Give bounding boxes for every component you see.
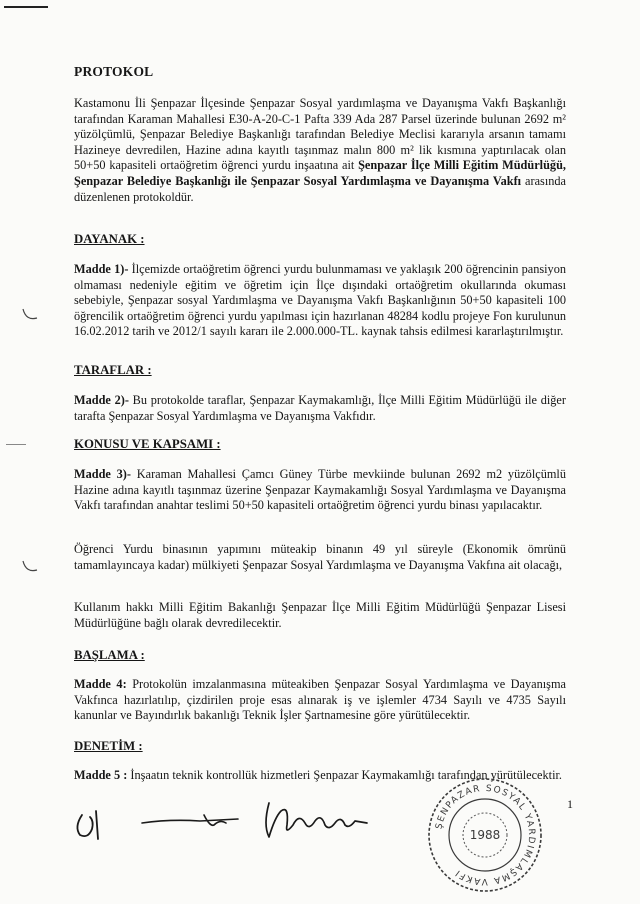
article-3: [74, 467, 566, 514]
article-5-label: Madde 5 :: [74, 768, 128, 782]
intro-text-2: arasında düzenlenen protokoldür.: [74, 173, 567, 204]
intro-text-1: Kastamonu İli Şenpazar İlçesinde Şenpazar Sosyal yardımlaşma ve Dayanışma Vakfı Başkanlığı tarafından Karaman Mahallesi E30-A-20-C-1 Pafta 339 Ada 287 Parsel üzerinde bulunan 2692 m² yüzölçümlü, Şenpazar Belediye Başkanlığı tarafından Belediye Meclisi kararıyla arsanın tamamı Hazineye devredilen, Hazine adına kayıtlı taşınmaz malın 800 m² lik kısmına yaptırılacak olan 50+50 kapasiteli ortaöğretim öğrenci yurdu inşaatına ait: [74, 96, 566, 173]
section-heading-taraflar: TARAFLAR :: [74, 363, 152, 377]
article-2-label: Madde 2)-: [74, 393, 129, 407]
margin-tick: [6, 444, 26, 445]
punch-hole-mark: [20, 305, 40, 325]
article-4: [74, 677, 566, 724]
page-number: 1: [567, 797, 573, 811]
article-3-paragraph-2-text: Öğrenci Yurdu binasının yapımını müteakip binanın 49 yıl süreyle (Ekonomik ömrünü tamamlayıncaya kadar) mülkiyeti Şenpazar Sosyal Yardımlaşma ve Dayanışma Vakfına ait olacağı,: [74, 542, 566, 572]
official-stamp: [425, 775, 545, 895]
article-1-label: Madde 1)-: [74, 262, 129, 276]
article-4-label: Madde 4:: [74, 677, 127, 691]
signature: [255, 795, 375, 845]
top-rule: [4, 6, 48, 8]
punch-hole-mark: [20, 557, 40, 577]
article-3-paragraph-3: [74, 600, 566, 631]
initial-signature-1: [70, 805, 114, 845]
initial-signature-2: [140, 805, 260, 835]
article-1: [74, 262, 566, 340]
section-heading-baslama: BAŞLAMA :: [74, 648, 145, 662]
article-5-text: İnşaatın teknik kontrollük hizmetleri Şenpazar Kaymakamlığı tarafından yürütülecektir.: [127, 768, 562, 782]
article-2: [74, 393, 566, 424]
document-title: PROTOKOL: [74, 64, 154, 79]
article-1-text: İlçemizde ortaöğretim öğrenci yurdu bulunmaması ve yaklaşık 200 öğrencinin pansiyon olmaması nedeniyle eğitim ve öğretim için İlçe dışındaki ortaöğretim okullarında okuması sebebiyle, Şenpazar sosyal Yardımlaşma ve Dayanışma Vakfı Başkanlığının 50+50 kapasiteli 100 öğrencilik ortaöğretim öğrenci yurdu yapılması için hazırlanan 48284 kodlu projeye Fon kurulunun 16.02.2012 tarih ve 2012/1 sayılı kararı ile 2.000.000-TL. kaynak tahsis edilmesi kararlaştırılmıştır.: [74, 262, 566, 339]
intro-paragraph: [74, 96, 566, 205]
article-3-label: Madde 3)-: [74, 467, 131, 481]
stamp-ring-text: ŞENPAZAR SOSYAL YARDIMLAŞMA VAKFI: [434, 783, 537, 887]
article-3-text: Karaman Mahallesi Çamcı Güney Türbe mevkiinde bulunan 2692 m2 yüzölçümlü Hazine adına kayıtlı taşınmaz üzerine Şenpazar Kaymakamlığı Sosyal Yardımlaşma ve Dayanışma Vakfı tarafından anahtar teslimi 50+50 kapasiteli ortaöğretim öğrenci yurdu binası yapılacaktır.: [74, 467, 566, 513]
intro-parties: Şenpazar İlçe Milli Eğitim Müdürlüğü, Şenpazar Belediye Başkanlığı ile Şenpazar Sosyal Yardımlaşma ve Dayanışma Vakfı: [74, 158, 566, 188]
stamp-year: 1988: [469, 828, 501, 842]
section-heading-konusu: KONUSU VE KAPSAMI :: [74, 437, 221, 451]
section-heading-dayanak: DAYANAK :: [74, 232, 145, 246]
article-4-text: Protokolün imzalanmasına müteakiben Şenpazar Sosyal Yardımlaşma ve Dayanışma Vakfınca hazırlatılıp, çizdirilen proje esas alınarak iş ve işlemler 4734 Sayılı ve 4735 Sayılı kanunlar ve Bayındırlık bakanlığı Teknik İşler Şartnamesine göre yürütülecektir.: [74, 677, 566, 723]
article-3-paragraph-3-text: Kullanım hakkı Milli Eğitim Bakanlığı Şenpazar İlçe Milli Eğitim Müdürlüğü Şenpazar Lisesi Müdürlüğüne bağlı olarak devredilecektir.: [74, 600, 566, 630]
section-heading-denetim: DENETİM :: [74, 739, 143, 753]
article-2-text: Bu protokolde taraflar, Şenpazar Kaymakamlığı, İlçe Milli Eğitim Müdürlüğü ile diğer tarafta Şenpazar Sosyal Yardımlaşma ve Dayanışma Vakfıdır.: [74, 393, 566, 423]
article-3-paragraph-2: [74, 542, 566, 573]
